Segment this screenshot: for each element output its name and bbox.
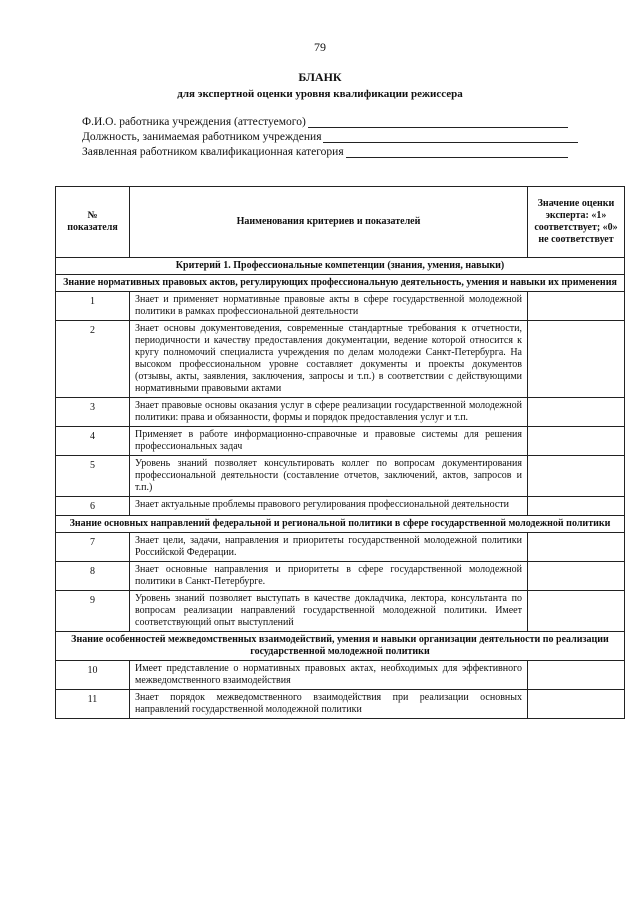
section-title: Знание нормативных правовых актов, регулирующих профессиональную деятельность, умения и навыки их применения bbox=[56, 275, 625, 292]
indicator-text: Знает основные направления и приоритеты в сфере государственной молодежной политики в Санкт-Петербурге. bbox=[130, 562, 528, 591]
field-position bbox=[82, 131, 578, 143]
indicator-number: 9 bbox=[56, 591, 130, 632]
indicator-text: Знает порядок межведомственного взаимодействия при реализации основных направлений государственной молодежной политики bbox=[130, 690, 528, 719]
score-cell[interactable] bbox=[528, 690, 625, 719]
header-name: Наименования критериев и показателей bbox=[130, 187, 528, 258]
indicator-text: Уровень знаний позволяет консультировать коллег по вопросам документирования профессиональной деятельности (составление отчетов, заключений, актов, запросов и т.п.) bbox=[130, 456, 528, 497]
score-cell[interactable] bbox=[528, 427, 625, 456]
criterion-row bbox=[56, 258, 625, 275]
field-position-label: Должность, занимаемая работником учреждения bbox=[82, 131, 322, 143]
table-row bbox=[56, 690, 625, 719]
field-category-line[interactable] bbox=[346, 147, 568, 158]
form-title: БЛАНК bbox=[298, 70, 342, 84]
assessment-table bbox=[55, 186, 625, 719]
score-cell[interactable] bbox=[528, 456, 625, 497]
section-header-row bbox=[56, 632, 625, 661]
score-cell[interactable] bbox=[528, 321, 625, 398]
header-value: Значение оценки эксперта: «1» соответствует; «0» не соответствует bbox=[528, 187, 625, 258]
indicator-text: Применяет в работе информационно-справочные и правовые системы для решения профессиональных задач bbox=[130, 427, 528, 456]
score-cell[interactable] bbox=[528, 661, 625, 690]
score-cell[interactable] bbox=[528, 533, 625, 562]
form-subtitle: для экспертной оценки уровня квалификации режиссера bbox=[177, 88, 463, 100]
page-number: 79 bbox=[314, 40, 326, 54]
score-cell[interactable] bbox=[528, 591, 625, 632]
indicator-number: 1 bbox=[56, 292, 130, 321]
indicator-text: Знает актуальные проблемы правового регулирования профессиональной деятельности bbox=[130, 497, 528, 516]
section-title: Знание особенностей межведомственных взаимодействий, умения и навыки организации деятельности по реализации государственной молодежной политики bbox=[56, 632, 625, 661]
score-cell[interactable] bbox=[528, 497, 625, 516]
section-title: Знание основных направлений федеральной и региональной политики в сфере государственной молодежной политики bbox=[56, 516, 625, 533]
indicator-text: Уровень знаний позволяет выступать в качестве докладчика, лектора, консультанта по вопросам реализации направлений государственной молодежной политики. Имеет соответствующий опыт выступлений bbox=[130, 591, 528, 632]
table-row bbox=[56, 661, 625, 690]
indicator-number: 3 bbox=[56, 398, 130, 427]
indicator-number: 6 bbox=[56, 497, 130, 516]
indicator-number: 7 bbox=[56, 533, 130, 562]
score-cell[interactable] bbox=[528, 562, 625, 591]
criterion-title: Критерий 1. Профессиональные компетенции (знания, умения, навыки) bbox=[56, 258, 625, 275]
indicator-text: Знает и применяет нормативные правовые акты в сфере государственной молодежной политики в рамках профессиональной деятельности bbox=[130, 292, 528, 321]
field-fio-line[interactable] bbox=[308, 117, 568, 128]
indicator-text: Знает основы документоведения, современные стандартные требования к отчетности, периодичности и качеству предоставления документации, ведение которой относится к кругу полномочий специалиста учреждения по делам молодежи Санкт-Петербурга. На высоком профессиональном уровне составляет документы и проекты документов (отзывы, акты, заявления, заключения, запросы и т.п.) в соответствии с действующими нормативными правовыми актами bbox=[130, 321, 528, 398]
indicator-text: Знает правовые основы оказания услуг в сфере реализации государственной молодежной политики: права и обязанности, формы и порядок предоставления услуг и т.п. bbox=[130, 398, 528, 427]
table-row bbox=[56, 398, 625, 427]
indicator-number: 11 bbox=[56, 690, 130, 719]
indicator-number: 4 bbox=[56, 427, 130, 456]
indicator-text: Имеет представление о нормативных правовых актах, необходимых для эффективного межведомственного взаимодействия bbox=[130, 661, 528, 690]
section-header-row bbox=[56, 275, 625, 292]
score-cell[interactable] bbox=[528, 398, 625, 427]
table-row bbox=[56, 292, 625, 321]
table-row bbox=[56, 497, 625, 516]
table-row bbox=[56, 562, 625, 591]
table-row bbox=[56, 533, 625, 562]
score-cell[interactable] bbox=[528, 292, 625, 321]
section-header-row bbox=[56, 516, 625, 533]
field-position-line[interactable] bbox=[323, 132, 578, 143]
indicator-number: 8 bbox=[56, 562, 130, 591]
table-header-row bbox=[56, 187, 625, 258]
field-fio bbox=[82, 116, 568, 128]
table-row bbox=[56, 591, 625, 632]
table-row bbox=[56, 456, 625, 497]
indicator-number: 5 bbox=[56, 456, 130, 497]
indicator-number: 2 bbox=[56, 321, 130, 398]
table-row bbox=[56, 321, 625, 398]
field-category-label: Заявленная работником квалификационная категория bbox=[82, 146, 344, 158]
field-category bbox=[82, 146, 568, 158]
header-number: № показателя bbox=[56, 187, 130, 258]
indicator-text: Знает цели, задачи, направления и приоритеты государственной молодежной политики Российской Федерации. bbox=[130, 533, 528, 562]
field-fio-label: Ф.И.О. работника учреждения (аттестуемого) bbox=[82, 116, 306, 128]
table-row bbox=[56, 427, 625, 456]
indicator-number: 10 bbox=[56, 661, 130, 690]
